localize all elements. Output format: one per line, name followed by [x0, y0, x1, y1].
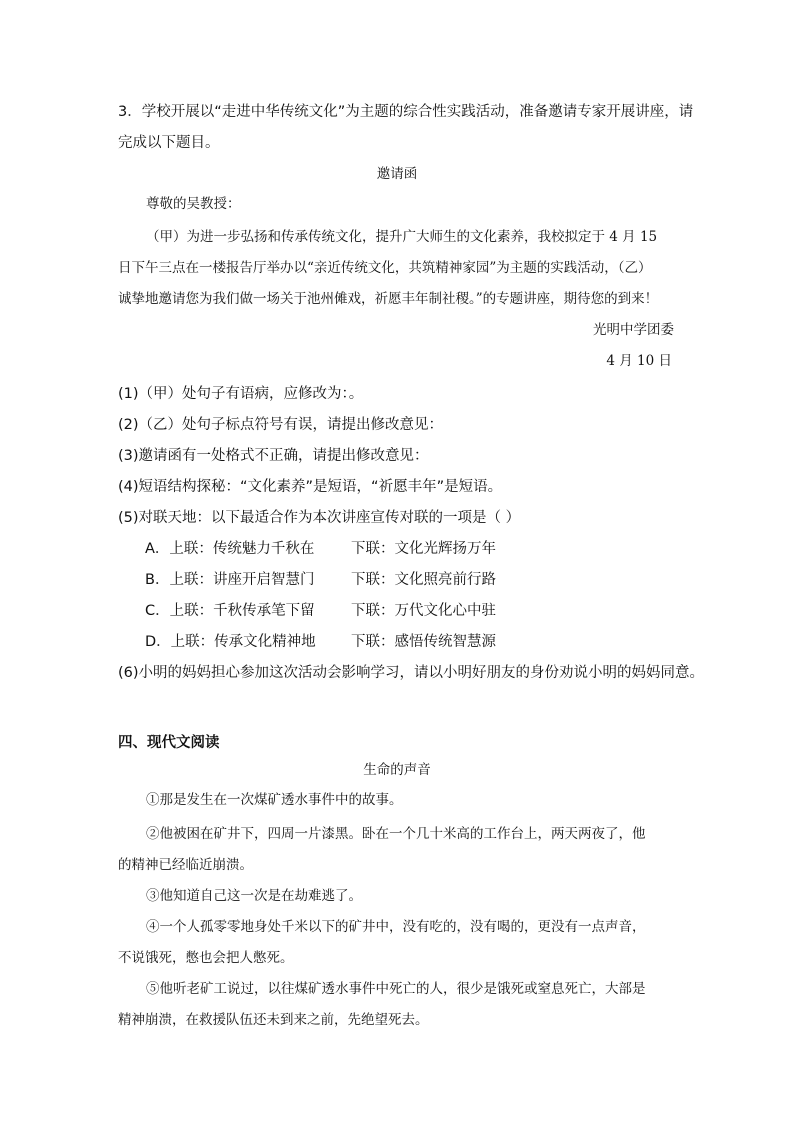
option-c-lower: 下联：万代文化心中驻 — [351, 603, 496, 619]
letter-body-line2: 日下午三点在一楼报告厅举办以“亲近传统文化，共筑精神家园”为主题的实践活动，（乙） — [118, 260, 652, 276]
subquestion-1: (1)（甲）处句子有语病，应修改为：。 — [118, 386, 364, 402]
subquestion-2: (2)（乙）处句子标点符号有误，请提出修改意见： — [118, 417, 444, 433]
letter-title: 邀请函 — [376, 166, 418, 182]
article-paragraph-5-line1: ⑤他听老矿工说过，以往煤矿透水事件中死亡的人，很少是饿死或窒息死亡，大部是 — [146, 981, 646, 997]
article-title: 生命的声音 — [363, 762, 431, 778]
subquestion-4: (4)短语结构探秘：“文化素养”是短语，“祈愿丰年”是短语。 — [118, 479, 503, 495]
option-a-lower: 下联：文化光辉扬万年 — [351, 541, 496, 557]
option-d-upper: D．上联：传承文化精神地 — [145, 634, 316, 650]
option-a-upper: A．上联：传统魅力千秋在 — [145, 541, 315, 557]
article-paragraph-1: ①那是发生在一次煤矿透水事件中的故事。 — [146, 792, 403, 808]
article-paragraph-2-line1: ②他被困在矿井下，四周一片漆黑。卧在一个几十米高的工作台上，两天两夜了，他 — [146, 826, 646, 842]
option-b-upper: B．上联：讲座开启智慧门 — [145, 572, 315, 588]
letter-body-line3: 诚挚地邀请您为我们做一场关于池州傩戏，祈愿丰年制社稷。”的专题讲座，期待您的到来！ — [118, 291, 659, 307]
option-c-upper: C．上联：千秋传承笔下留 — [145, 603, 315, 619]
article-paragraph-2-line2: 的精神已经临近崩溃。 — [118, 857, 253, 873]
article-paragraph-4-line1: ④一个人孤零零地身处千米以下的矿井中，没有吃的，没有喝的，更没有一点声音， — [146, 919, 646, 935]
article-paragraph-4-line2: 不说饿死，憋也会把人憋死。 — [118, 950, 294, 966]
subquestion-6: (6)小明的妈妈担心参加这次活动会影响学习，请以小明好朋友的身份劝说小明的妈妈同意。 — [118, 665, 705, 681]
option-d-lower: 下联：感悟传统智慧源 — [351, 634, 496, 650]
subquestion-3: (3)邀请函有一处格式不正确，请提出修改意见： — [118, 448, 429, 464]
article-paragraph-5-line2: 精神崩溃，在救援队伍还未到来之前，先绝望死去。 — [118, 1012, 429, 1028]
option-b-lower: 下联：文化照亮前行路 — [351, 572, 496, 588]
section4-heading: 四、现代文阅读 — [118, 735, 220, 751]
letter-salutation: 尊敬的吴教授： — [146, 196, 241, 212]
question3-stem-line2: 完成以下题目。 — [118, 135, 220, 151]
question3-stem-line1: 3．学校开展以“走进中华传统文化”为主题的综合性实践活动，准备邀请专家开展讲座，请 — [118, 104, 694, 120]
subquestion-5: (5)对联天地：以下最适合作为本次讲座宣传对联的一项是（ ） — [118, 510, 521, 526]
article-paragraph-3: ③他知道自己这一次是在劫难逃了。 — [146, 888, 362, 904]
letter-date: 4 月 10 日 — [606, 353, 672, 369]
letter-body-line1: （甲）为进一步弘扬和传承传统文化，提升广大师生的文化素养，我校拟定于 4 月 15 — [146, 229, 658, 245]
letter-signature: 光明中学团委 — [593, 322, 674, 338]
